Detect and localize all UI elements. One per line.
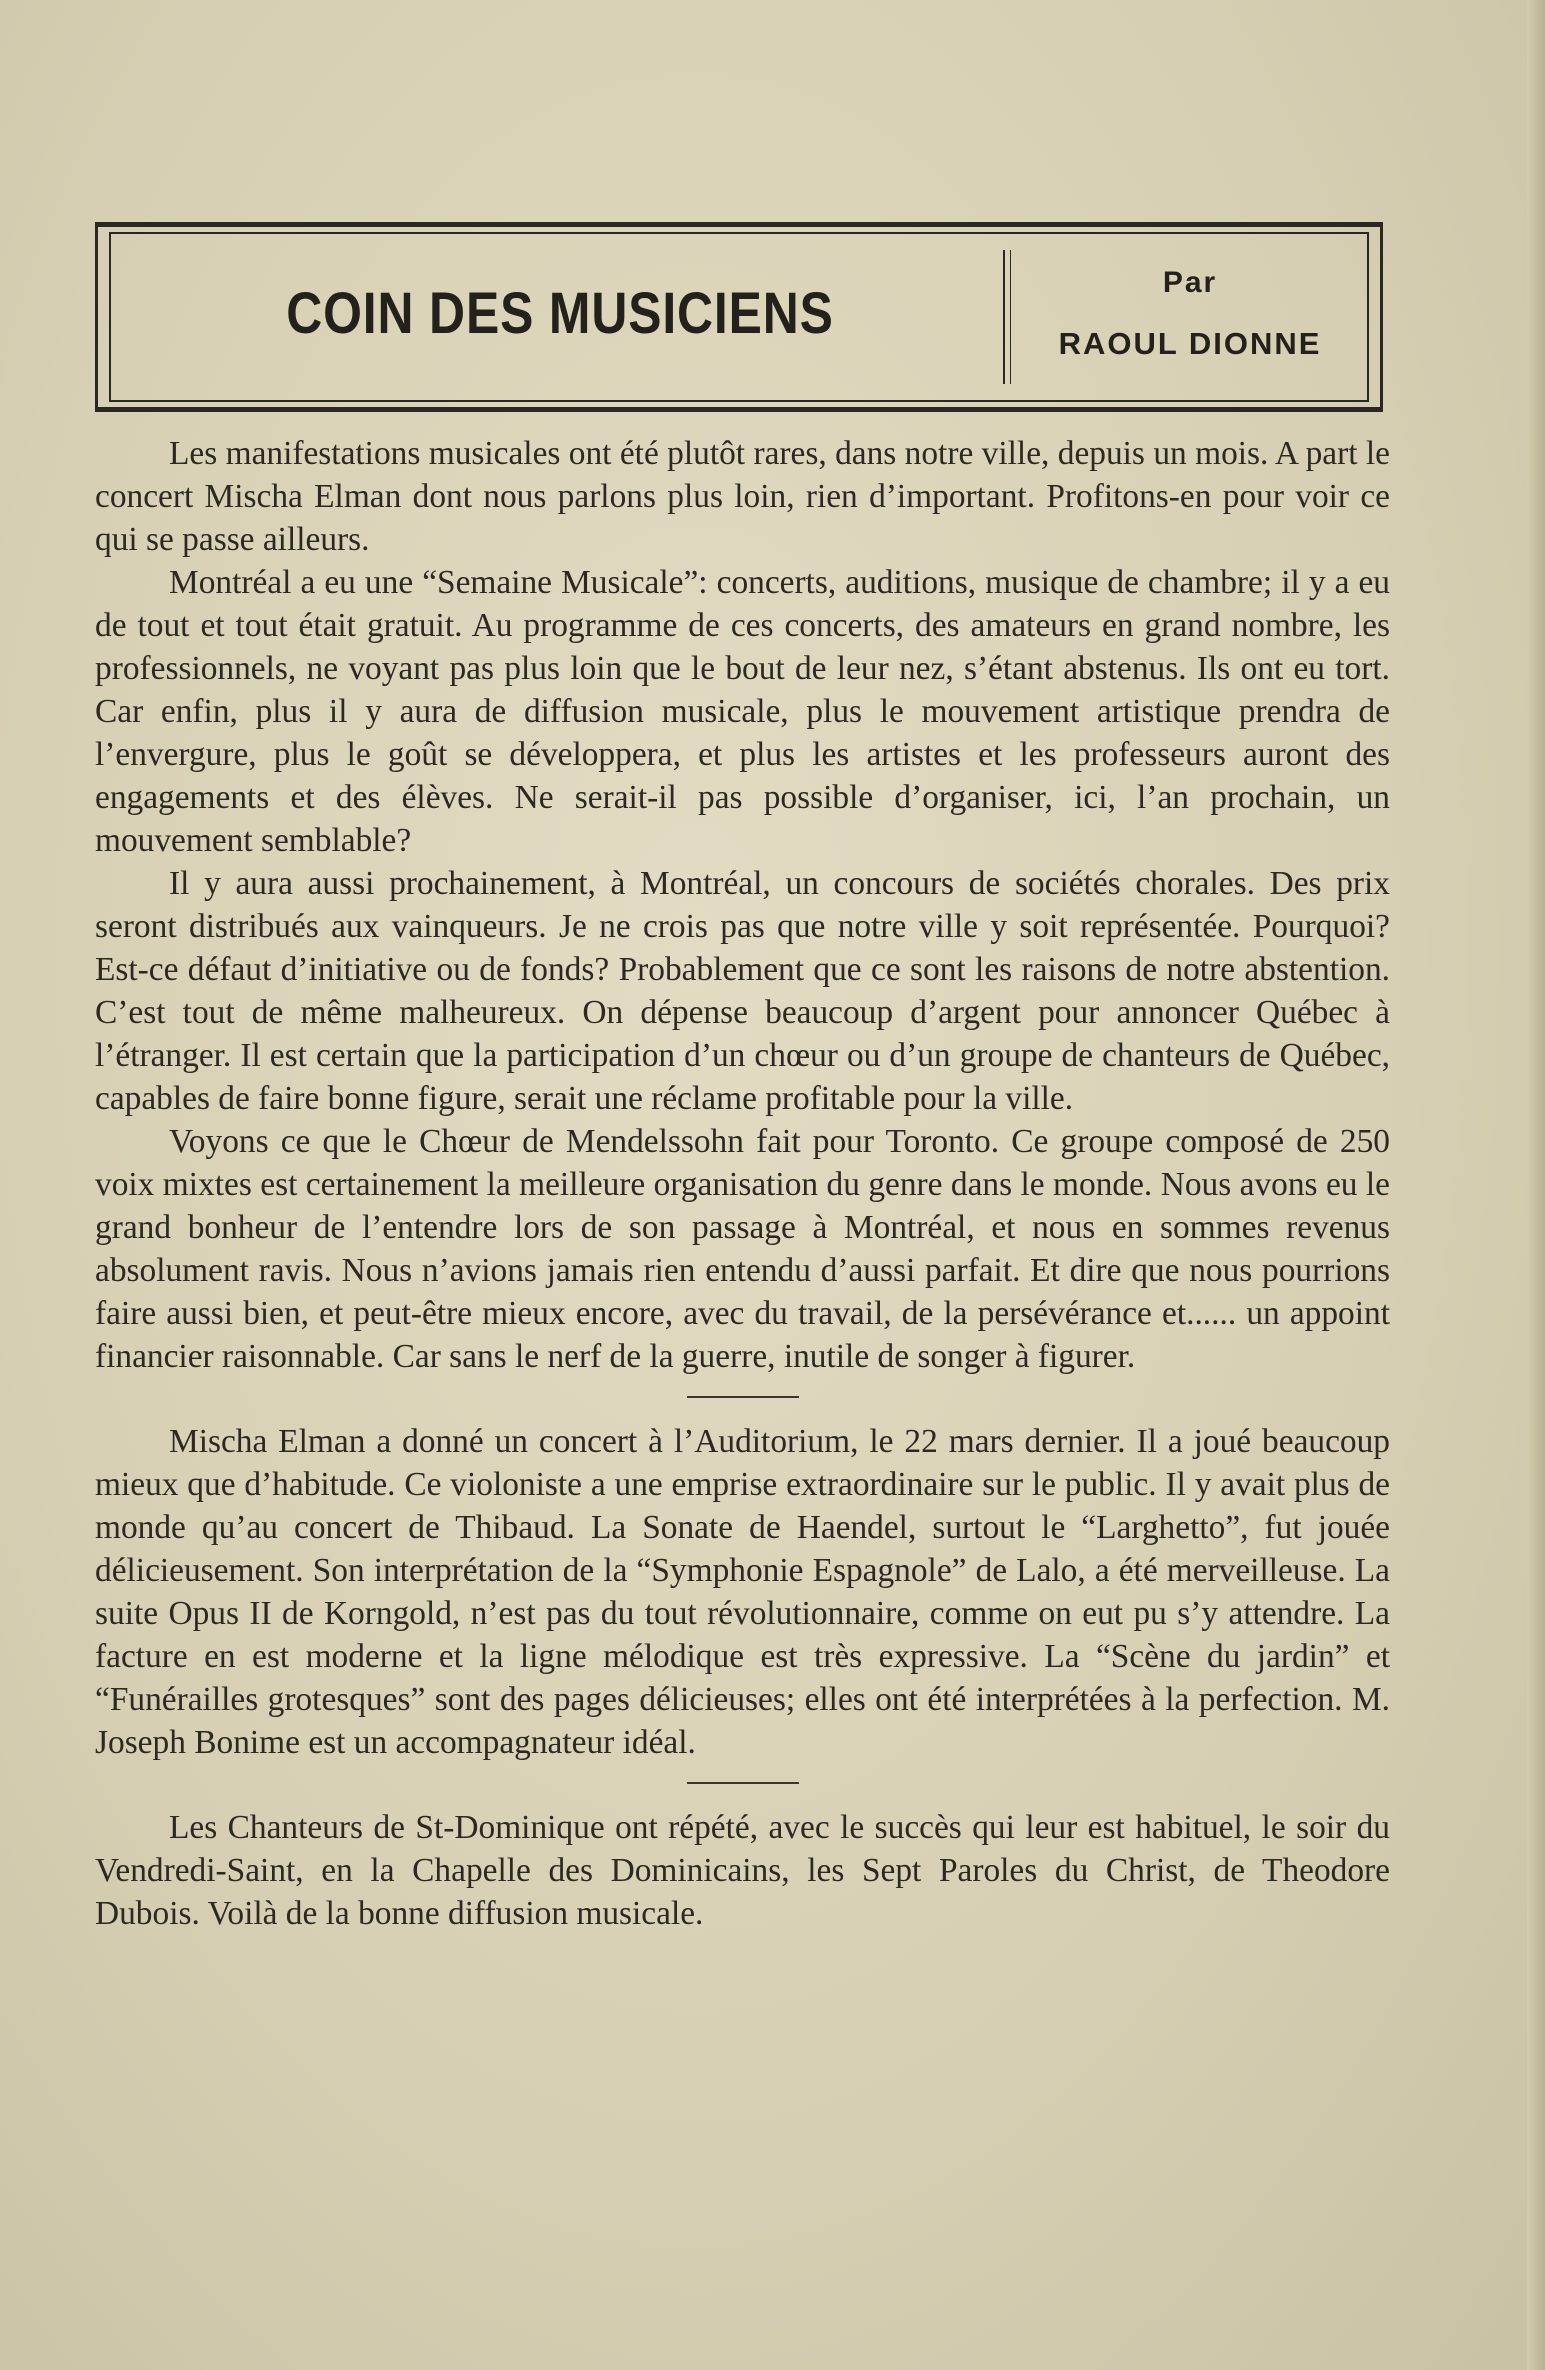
paragraph: Voyons ce que le Chœur de Mendelssohn fait pour Toronto. Ce groupe composé de 250 voix mixtes est certainement la meilleure organisation du genre dans le monde. Nous avons eu le grand bonheur de l’entendre lors de son passage à Montréal, et nous en sommes revenus absolument ravis. Nous n’avions jamais rien entendu d’aussi parfait. Et dire que nous pourrions faire aussi bien, et peut-être mieux encore, avec du travail, de la persévérance et...... un appoint financier raisonnable. Car sans le nerf de la guerre, inutile de songer à figurer. <box>95 1123 1390 1375</box>
section-elman-concert <box>95 1420 1390 1764</box>
section-separator <box>687 1396 799 1398</box>
section-local-news <box>95 432 1390 1378</box>
paragraph: Il y aura aussi prochainement, à Montréal, un concours de sociétés chorales. Des prix seront distribués aux vainqueurs. Je ne crois pas que notre ville y soit représentée. Pourquoi? Est-ce défaut d’initiative ou de fonds? Probablement que ce sont les raisons de notre abstention. C’est tout de même malheureux. On dépense beaucoup d’argent pour annoncer Québec à l’étranger. Il est certain que la participation d’un chœur ou d’un groupe de chanteurs de Québec, capables de faire bonne figure, serait une réclame profitable pour la ville. <box>95 865 1390 1117</box>
article-body <box>95 432 1390 1935</box>
author-name: RAOUL DIONNE <box>1058 326 1322 361</box>
page-edge <box>1527 0 1545 2370</box>
section-separator <box>687 1782 799 1784</box>
section-st-dominique <box>95 1806 1390 1935</box>
column-header <box>95 222 1383 412</box>
header-divider-secondary <box>1010 250 1011 384</box>
column-title: COIN DES MUSICIENS <box>286 281 834 346</box>
paragraph: Les Chanteurs de St-Dominique ont répété, avec le succès qui leur est habituel, le soir du Vendredi-Saint, en la Chapelle des Dominicains, les Sept Paroles du Christ, de Theodore Dubois. Voilà de la bonne diffusion musicale. <box>95 1809 1390 1932</box>
paragraph: Montréal a eu une “Semaine Musicale”: concerts, auditions, musique de chambre; il y a eu de tout et tout était gratuit. Au programme de ces concerts, des amateurs en grand nombre, les professionnels, ne voyant pas plus loin que le bout de leur nez, s’étant abstenus. Ils ont eu tort. Car enfin, plus il y aura de diffusion musicale, plus le mouvement artistique prendra de l’envergure, plus le goût se développera, et plus les artistes et les professeurs auront des engagements et des élèves. Ne serait-il pas possible d’organiser, ici, l’an prochain, un mouvement semblable? <box>95 564 1390 859</box>
paragraph: Mischa Elman a donné un concert à l’Auditorium, le 22 mars dernier. Il a joué beaucoup mieux que d’habitude. Ce violoniste a une emprise extraordinaire sur le public. Il y avait plus de monde qu’au concert de Thibaud. La Sonate de Haendel, surtout le “Larghetto”, fut jouée délicieusement. Son interprétation de la “Symphonie Espagnole” de Lalo, a été merveilleuse. La suite Opus II de Korngold, n’est pas du tout révolutionnaire, comme on eut pu s’y attendre. La facture en est moderne et la ligne mélodique est très expressive. La “Scène du jardin” et “Funérailles grotesques” sont des pages délicieuses; elles ont été interprétées à la perfection. M. Joseph Bonime est un accompagnateur idéal. <box>95 1423 1390 1761</box>
paragraph: Les manifestations musicales ont été plutôt rares, dans notre ville, depuis un mois. A part le concert Mischa Elman dont nous parlons plus loin, rien d’important. Profitons-en pour voir ce qui se passe ailleurs. <box>95 435 1390 558</box>
byline-label: Par <box>1162 266 1218 299</box>
header-divider <box>1003 250 1005 384</box>
